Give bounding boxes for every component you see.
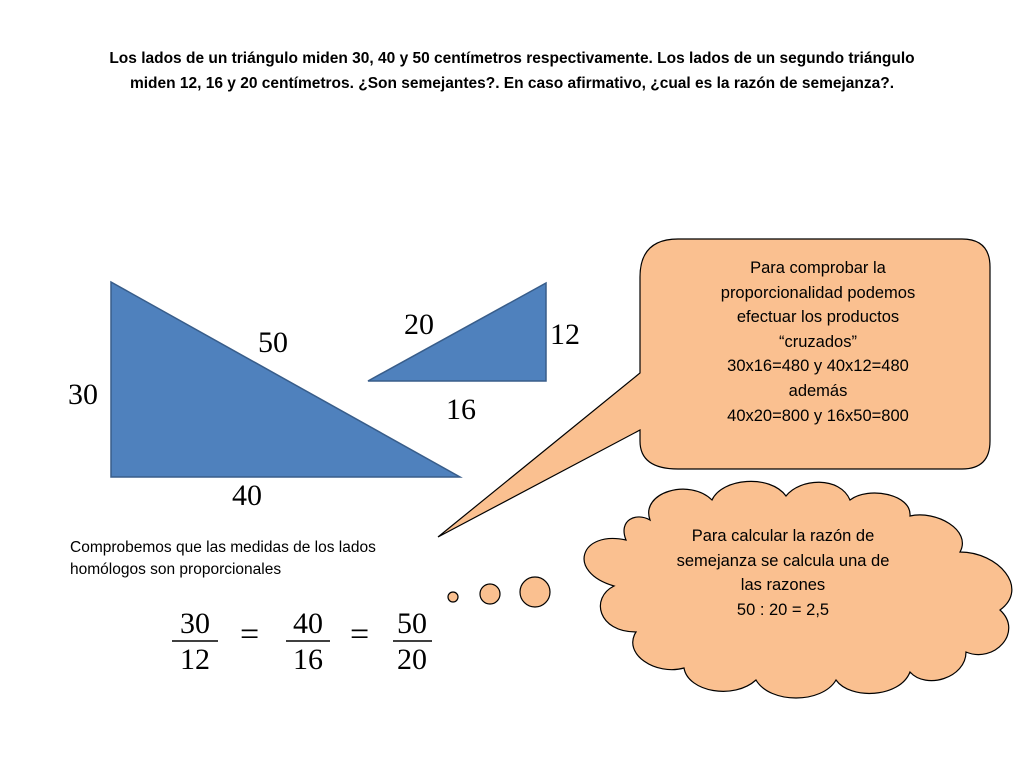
note-line-1: Comprobemos que las medidas de los lados (70, 539, 376, 556)
large-triangle-side-40: 40 (232, 479, 262, 512)
small-triangle-side-12: 12 (550, 318, 580, 351)
cloud-line-4: 50 : 20 = 2,5 (736, 600, 830, 619)
cloud-line-3: las razones (740, 576, 826, 595)
cloud-text (640, 524, 926, 622)
small-triangle-side-20: 20 (404, 308, 434, 341)
fraction-1-denominator: 12 (180, 643, 210, 676)
problem-line-1: Los lados de un triángulo miden 30, 40 y 50 centímetros respectivamente. Los lados de un segundo triángulo (109, 50, 915, 67)
fraction-50-20 (382, 608, 442, 676)
callout-text (668, 256, 968, 428)
fraction-2-denominator: 16 (293, 643, 323, 676)
problem-line-2: miden 12, 16 y 20 centímetros. ¿Son semejantes?. En caso afirmativo, ¿cual es la razón de semejanza?. (129, 75, 895, 92)
fraction-3-numerator: 50 (397, 607, 427, 640)
callout-line-3: efectuar los productos (736, 308, 900, 327)
callout-line-4: “cruzados” (779, 332, 857, 351)
callout-line-5: 30x16=480 y 40x12=480 (727, 357, 909, 376)
large-triangle-side-50: 50 (258, 326, 288, 359)
small-triangle-side-16: 16 (446, 393, 476, 426)
equals-sign-2: = (350, 616, 370, 653)
fraction-30-12 (165, 608, 225, 676)
cloud-line-2: semejanza se calcula una de (676, 551, 890, 570)
callout-line-7: 40x20=800 y 16x50=800 (727, 406, 909, 425)
callout-line-6: además (788, 381, 848, 400)
fraction-2-numerator: 40 (293, 607, 323, 640)
thought-bubble-small (448, 592, 458, 602)
fraction-1-numerator: 30 (180, 607, 210, 640)
thought-bubble-large (520, 577, 550, 607)
fraction-40-16 (278, 608, 338, 676)
cloud-line-1: Para calcular la razón de (691, 527, 875, 545)
callout-line-1: Para comprobar la (750, 259, 886, 277)
equals-sign-1: = (240, 616, 260, 653)
thought-bubble-medium (480, 584, 500, 604)
proportional-note (70, 537, 450, 581)
note-line-2: homólogos son proporcionales (70, 561, 282, 578)
large-triangle-side-30: 30 (68, 378, 98, 411)
small-triangle (368, 283, 546, 381)
fraction-3-denominator: 20 (397, 643, 427, 676)
callout-line-2: proporcionalidad podemos (720, 283, 916, 302)
